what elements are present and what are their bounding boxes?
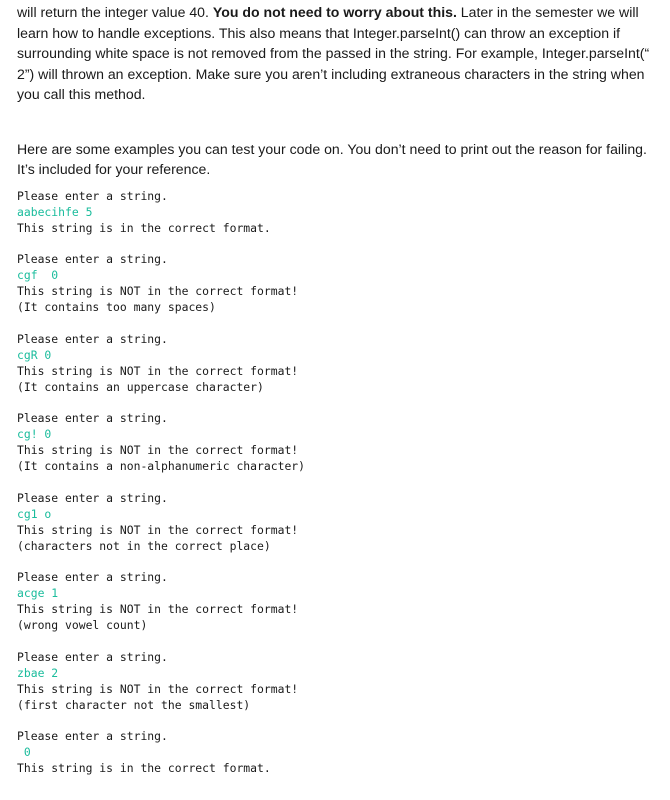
blank-line: [17, 713, 660, 729]
input-line: cgR 0: [17, 347, 52, 362]
example-block: [17, 490, 660, 570]
input-line: aabecihfe 5: [17, 204, 93, 219]
input-line: 0: [17, 745, 31, 759]
result-line: This string is in the correct format.: [17, 220, 271, 235]
reason-line: (It contains an uppercase character): [17, 379, 264, 394]
intro-paragraph: [17, 2, 660, 105]
intro-bold-text: You do not need to worry about this.: [212, 4, 457, 20]
example-block: [17, 569, 660, 649]
console-examples: [17, 188, 660, 777]
result-line: This string is NOT in the correct format!: [17, 363, 299, 378]
result-line: This string is in the correct format.: [17, 761, 271, 775]
blank-line: [17, 395, 660, 411]
result-line: This string is NOT in the correct format!: [17, 522, 299, 537]
reason-line: (characters not in the correct place): [17, 538, 271, 553]
result-line: This string is NOT in the correct format!: [17, 443, 299, 457]
input-line: acge 1: [17, 586, 59, 600]
result-line: This string is NOT in the correct format!: [17, 602, 299, 616]
input-line: cg1 o: [17, 506, 52, 521]
example-block: [17, 251, 660, 331]
reason-line: (first character not the smallest): [17, 697, 251, 712]
blank-line: [17, 315, 660, 331]
prompt-line: Please enter a string.: [17, 188, 168, 203]
prompt-line: Please enter a string.: [17, 490, 168, 505]
paragraph-gap: [17, 105, 660, 139]
blank-line: [17, 474, 660, 490]
prompt-line: Please enter a string.: [17, 252, 168, 266]
blank-line: [17, 554, 660, 570]
prompt-line: Please enter a string.: [17, 411, 168, 425]
example-block: [17, 331, 660, 411]
intro-text-part1: will return the integer value 40.: [17, 4, 213, 20]
example-block: [17, 728, 660, 776]
blank-line: [17, 236, 660, 252]
reason-line: (wrong vowel count): [17, 618, 148, 632]
reason-line: (It contains too many spaces): [17, 300, 216, 314]
prompt-line: Please enter a string.: [17, 729, 168, 743]
example-block: [17, 649, 660, 729]
prompt-line: Please enter a string.: [17, 331, 168, 346]
input-line: cg! 0: [17, 427, 52, 441]
result-line: This string is NOT in the correct format!: [17, 681, 299, 696]
prompt-line: Please enter a string.: [17, 570, 168, 584]
intro-text-part2: Later in the semester we will learn how to handle exceptions. This also means that Integer.parseInt() can throw an exception if surrounding white space is not removed from the passed in the string. For example, Integer.parseInt(“ 2”) will thrown an exception. Make sure you aren’t including extraneous characters in the string when you call this method.: [17, 4, 650, 102]
input-line: cgf 0: [17, 268, 59, 282]
reason-line: (It contains a non-alphanumeric character): [17, 459, 306, 473]
input-line: zbae 2: [17, 665, 59, 680]
examples-intro-paragraph: Here are some examples you can test your code on. You don’t need to print out the reason for failing. It’s included for your reference.: [17, 140, 647, 177]
prompt-line: Please enter a string.: [17, 649, 168, 664]
blank-line: [17, 633, 660, 649]
example-block: [17, 188, 660, 252]
example-block: [17, 410, 660, 490]
result-line: This string is NOT in the correct format!: [17, 284, 299, 298]
